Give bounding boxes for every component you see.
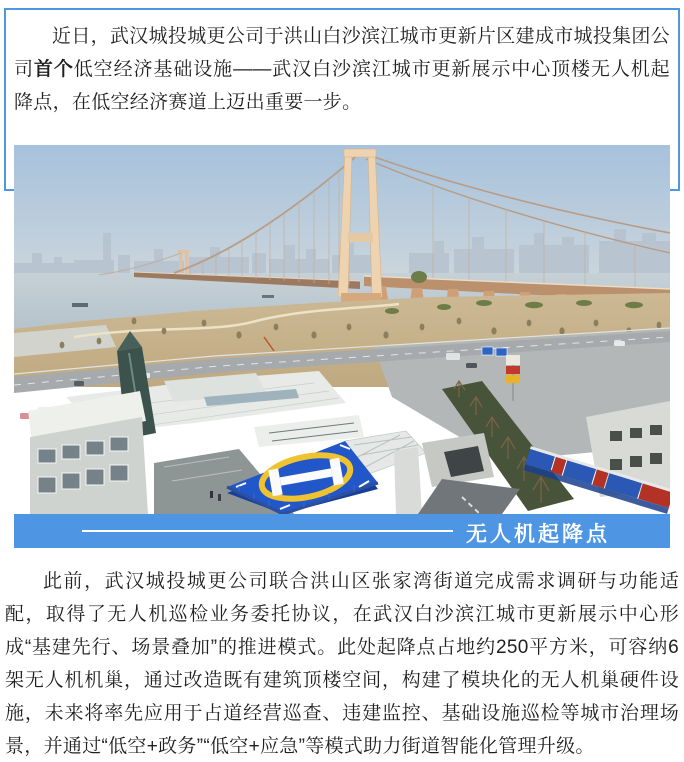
intro-text-start: 近日，武汉城投城更公司于洪山白沙滨江城市更新片区建成市城投集团公司 bbox=[14, 26, 670, 80]
boat bbox=[262, 295, 274, 298]
body-paragraph: 此前，武汉城投城更公司联合洪山区张家湾街道完成需求调研与功能适配，取得了无人机巡检业务委托协议，在武汉白沙滨江城市更新展示中心形成“基建先行、场景叠加”的推进模式。此处起降点占地约250平方米，可容纳6架无人机机巢，通过改造既有建筑顶楼空间，构建了模块化的无人机巢硬件设施，未来将率先应用于占道经营巡查、违建监控、基础设施巡检等城市治理场景，并通过“低空+政务”“低空+应急”等模式助力街道智能化管理升级。 bbox=[5, 571, 679, 757]
intro-paragraph bbox=[14, 20, 670, 119]
person bbox=[218, 494, 221, 501]
photo-illustration bbox=[14, 145, 670, 514]
photo-caption-text: 无人机起降点 bbox=[466, 523, 610, 546]
intro-text-bold: 首个 bbox=[33, 59, 74, 80]
article-photo[interactable] bbox=[14, 145, 670, 548]
person bbox=[210, 491, 213, 498]
intro-text-end: 低空经济基础设施——武汉白沙滨江城市更新展示中心顶楼无人机起降点，在低空经济赛道上迈出重要一步。 bbox=[14, 59, 670, 113]
caption-divider-line bbox=[82, 530, 453, 532]
photo-caption-bar bbox=[14, 514, 670, 548]
boat bbox=[72, 303, 88, 307]
